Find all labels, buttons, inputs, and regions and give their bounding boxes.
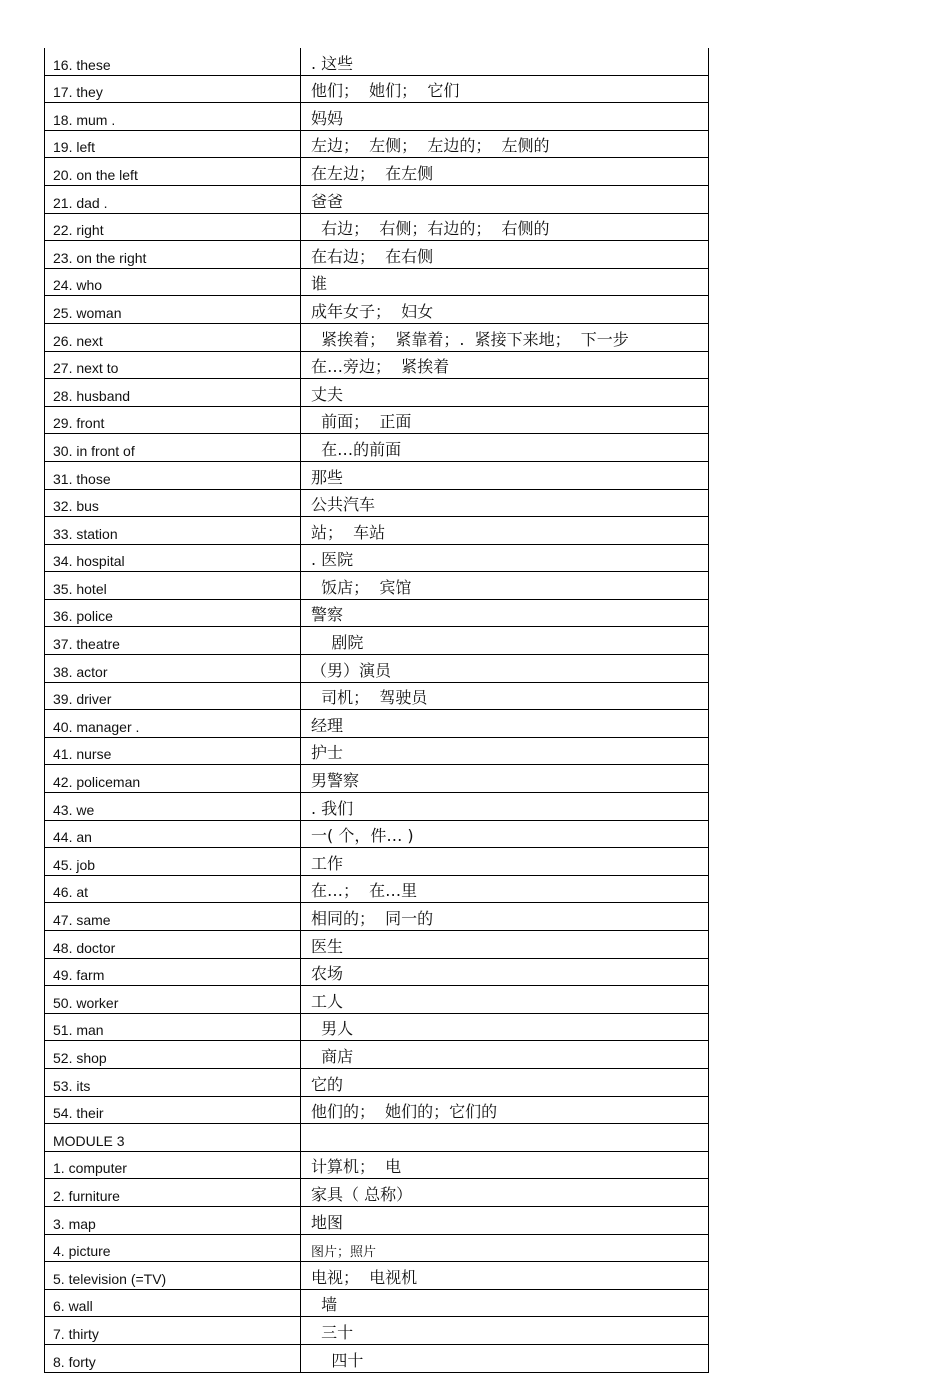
english-term: 20. on the left <box>45 158 301 186</box>
english-term: 22. right <box>45 213 301 241</box>
table-row <box>45 185 709 213</box>
english-term: 4. picture <box>45 1234 301 1262</box>
chinese-meaning: 工作 <box>301 848 709 876</box>
chinese-meaning: 墙 <box>301 1289 709 1317</box>
table-row <box>45 627 709 655</box>
chinese-meaning: 护士 <box>301 737 709 765</box>
chinese-meaning: 家具（ 总称） <box>301 1179 709 1207</box>
chinese-meaning: 在…旁边； 紧挨着 <box>301 351 709 379</box>
chinese-meaning: . 医院 <box>301 544 709 572</box>
chinese-meaning: 在…的前面 <box>301 434 709 462</box>
english-term: 43. we <box>45 793 301 821</box>
table-row <box>45 1151 709 1179</box>
chinese-meaning: 地图 <box>301 1206 709 1234</box>
table-row <box>45 434 709 462</box>
table-row <box>45 213 709 241</box>
table-row <box>45 103 709 131</box>
english-term: 3. map <box>45 1206 301 1234</box>
table-row <box>45 931 709 959</box>
chinese-meaning: 站； 车站 <box>301 517 709 545</box>
chinese-meaning: 在…； 在…里 <box>301 875 709 903</box>
english-term: 27. next to <box>45 351 301 379</box>
table-row <box>45 710 709 738</box>
chinese-meaning: 男警察 <box>301 765 709 793</box>
english-term: 31. those <box>45 461 301 489</box>
chinese-meaning: 前面； 正面 <box>301 406 709 434</box>
english-term: 18. mum . <box>45 103 301 131</box>
table-row <box>45 793 709 821</box>
chinese-meaning: 右边； 右侧；右边的； 右侧的 <box>301 213 709 241</box>
table-row <box>45 75 709 103</box>
english-term: 49. farm <box>45 958 301 986</box>
english-term: 46. at <box>45 875 301 903</box>
chinese-meaning: 成年女子； 妇女 <box>301 296 709 324</box>
english-term: 44. an <box>45 820 301 848</box>
table-row <box>45 1289 709 1317</box>
english-term: 21. dad . <box>45 185 301 213</box>
table-row <box>45 1013 709 1041</box>
english-term: 23. on the right <box>45 241 301 269</box>
english-term: 47. same <box>45 903 301 931</box>
english-term: 29. front <box>45 406 301 434</box>
table-row <box>45 1041 709 1069</box>
english-term: 26. next <box>45 323 301 351</box>
vocabulary-sheet <box>44 48 708 1373</box>
chinese-meaning: 紧挨着； 紧靠着；. 紧接下来地； 下一步 <box>301 323 709 351</box>
table-row <box>45 1124 709 1152</box>
chinese-meaning: 左边； 左侧； 左边的； 左侧的 <box>301 130 709 158</box>
english-term: 50. worker <box>45 986 301 1014</box>
chinese-meaning: 剧院 <box>301 627 709 655</box>
english-term: 30. in front of <box>45 434 301 462</box>
table-row <box>45 1206 709 1234</box>
english-term: 42. policeman <box>45 765 301 793</box>
english-term: 1. computer <box>45 1151 301 1179</box>
table-row <box>45 351 709 379</box>
table-row <box>45 682 709 710</box>
vocabulary-table <box>44 48 709 1373</box>
english-term: 35. hotel <box>45 572 301 600</box>
chinese-meaning: （男）演员 <box>301 655 709 683</box>
table-row <box>45 48 709 75</box>
table-row <box>45 765 709 793</box>
table-row <box>45 958 709 986</box>
english-term: 8. forty <box>45 1344 301 1372</box>
chinese-meaning: 爸爸 <box>301 185 709 213</box>
chinese-meaning: . 我们 <box>301 793 709 821</box>
english-term: 54. their <box>45 1096 301 1124</box>
english-term: 40. manager . <box>45 710 301 738</box>
english-term: 41. nurse <box>45 737 301 765</box>
english-term: 6. wall <box>45 1289 301 1317</box>
chinese-meaning: 警察 <box>301 599 709 627</box>
chinese-meaning: 计算机； 电 <box>301 1151 709 1179</box>
table-row <box>45 296 709 324</box>
english-term: 17. they <box>45 75 301 103</box>
table-row <box>45 655 709 683</box>
english-term: 36. police <box>45 599 301 627</box>
english-term: 32. bus <box>45 489 301 517</box>
chinese-meaning: 工人 <box>301 986 709 1014</box>
english-term: 5. television (=TV) <box>45 1262 301 1290</box>
chinese-meaning: 那些 <box>301 461 709 489</box>
chinese-meaning: 在左边； 在左侧 <box>301 158 709 186</box>
table-row <box>45 986 709 1014</box>
chinese-meaning: 司机； 驾驶员 <box>301 682 709 710</box>
chinese-meaning: 农场 <box>301 958 709 986</box>
table-row <box>45 903 709 931</box>
table-row <box>45 1317 709 1345</box>
chinese-meaning: 丈夫 <box>301 379 709 407</box>
english-term: 53. its <box>45 1068 301 1096</box>
chinese-meaning: 相同的； 同一的 <box>301 903 709 931</box>
english-term: 34. hospital <box>45 544 301 572</box>
english-term: 28. husband <box>45 379 301 407</box>
english-term: MODULE 3 <box>45 1124 301 1152</box>
chinese-meaning: 医生 <box>301 931 709 959</box>
chinese-meaning: 饭店； 宾馆 <box>301 572 709 600</box>
table-row <box>45 158 709 186</box>
english-term: 25. woman <box>45 296 301 324</box>
english-term: 38. actor <box>45 655 301 683</box>
chinese-meaning: 它的 <box>301 1068 709 1096</box>
english-term: 37. theatre <box>45 627 301 655</box>
table-row <box>45 1262 709 1290</box>
chinese-meaning: 谁 <box>301 268 709 296</box>
table-row <box>45 461 709 489</box>
chinese-meaning: 男人 <box>301 1013 709 1041</box>
table-row <box>45 268 709 296</box>
table-row <box>45 1068 709 1096</box>
english-term: 2. furniture <box>45 1179 301 1207</box>
table-row <box>45 241 709 269</box>
english-term: 45. job <box>45 848 301 876</box>
english-term: 24. who <box>45 268 301 296</box>
chinese-meaning: 妈妈 <box>301 103 709 131</box>
table-row <box>45 130 709 158</box>
table-row <box>45 875 709 903</box>
chinese-meaning: 三十 <box>301 1317 709 1345</box>
table-row <box>45 1096 709 1124</box>
chinese-meaning: 他们； 她们； 它们 <box>301 75 709 103</box>
table-row <box>45 1234 709 1262</box>
english-term: 7. thirty <box>45 1317 301 1345</box>
english-term: 39. driver <box>45 682 301 710</box>
table-row <box>45 572 709 600</box>
chinese-meaning: 他们的； 她们的；它们的 <box>301 1096 709 1124</box>
table-row <box>45 1179 709 1207</box>
table-row <box>45 1344 709 1372</box>
table-row <box>45 544 709 572</box>
table-row <box>45 323 709 351</box>
table-row <box>45 517 709 545</box>
chinese-meaning: 图片；照片 <box>301 1234 709 1262</box>
table-row <box>45 820 709 848</box>
chinese-meaning: 电视； 电视机 <box>301 1262 709 1290</box>
english-term: 51. man <box>45 1013 301 1041</box>
english-term: 33. station <box>45 517 301 545</box>
table-row <box>45 379 709 407</box>
table-row <box>45 737 709 765</box>
chinese-meaning <box>301 1124 709 1152</box>
english-term: 52. shop <box>45 1041 301 1069</box>
chinese-meaning: 公共汽车 <box>301 489 709 517</box>
english-term: 16. these <box>45 48 301 75</box>
table-row <box>45 599 709 627</box>
chinese-meaning: 四十 <box>301 1344 709 1372</box>
english-term: 19. left <box>45 130 301 158</box>
table-row <box>45 406 709 434</box>
vocabulary-table-body <box>45 48 709 1372</box>
table-row <box>45 848 709 876</box>
chinese-meaning: 在右边； 在右侧 <box>301 241 709 269</box>
chinese-meaning: 商店 <box>301 1041 709 1069</box>
chinese-meaning: 经理 <box>301 710 709 738</box>
table-row <box>45 489 709 517</box>
english-term: 48. doctor <box>45 931 301 959</box>
chinese-meaning: 一( 个，件… ) <box>301 820 709 848</box>
chinese-meaning: . 这些 <box>301 48 709 75</box>
